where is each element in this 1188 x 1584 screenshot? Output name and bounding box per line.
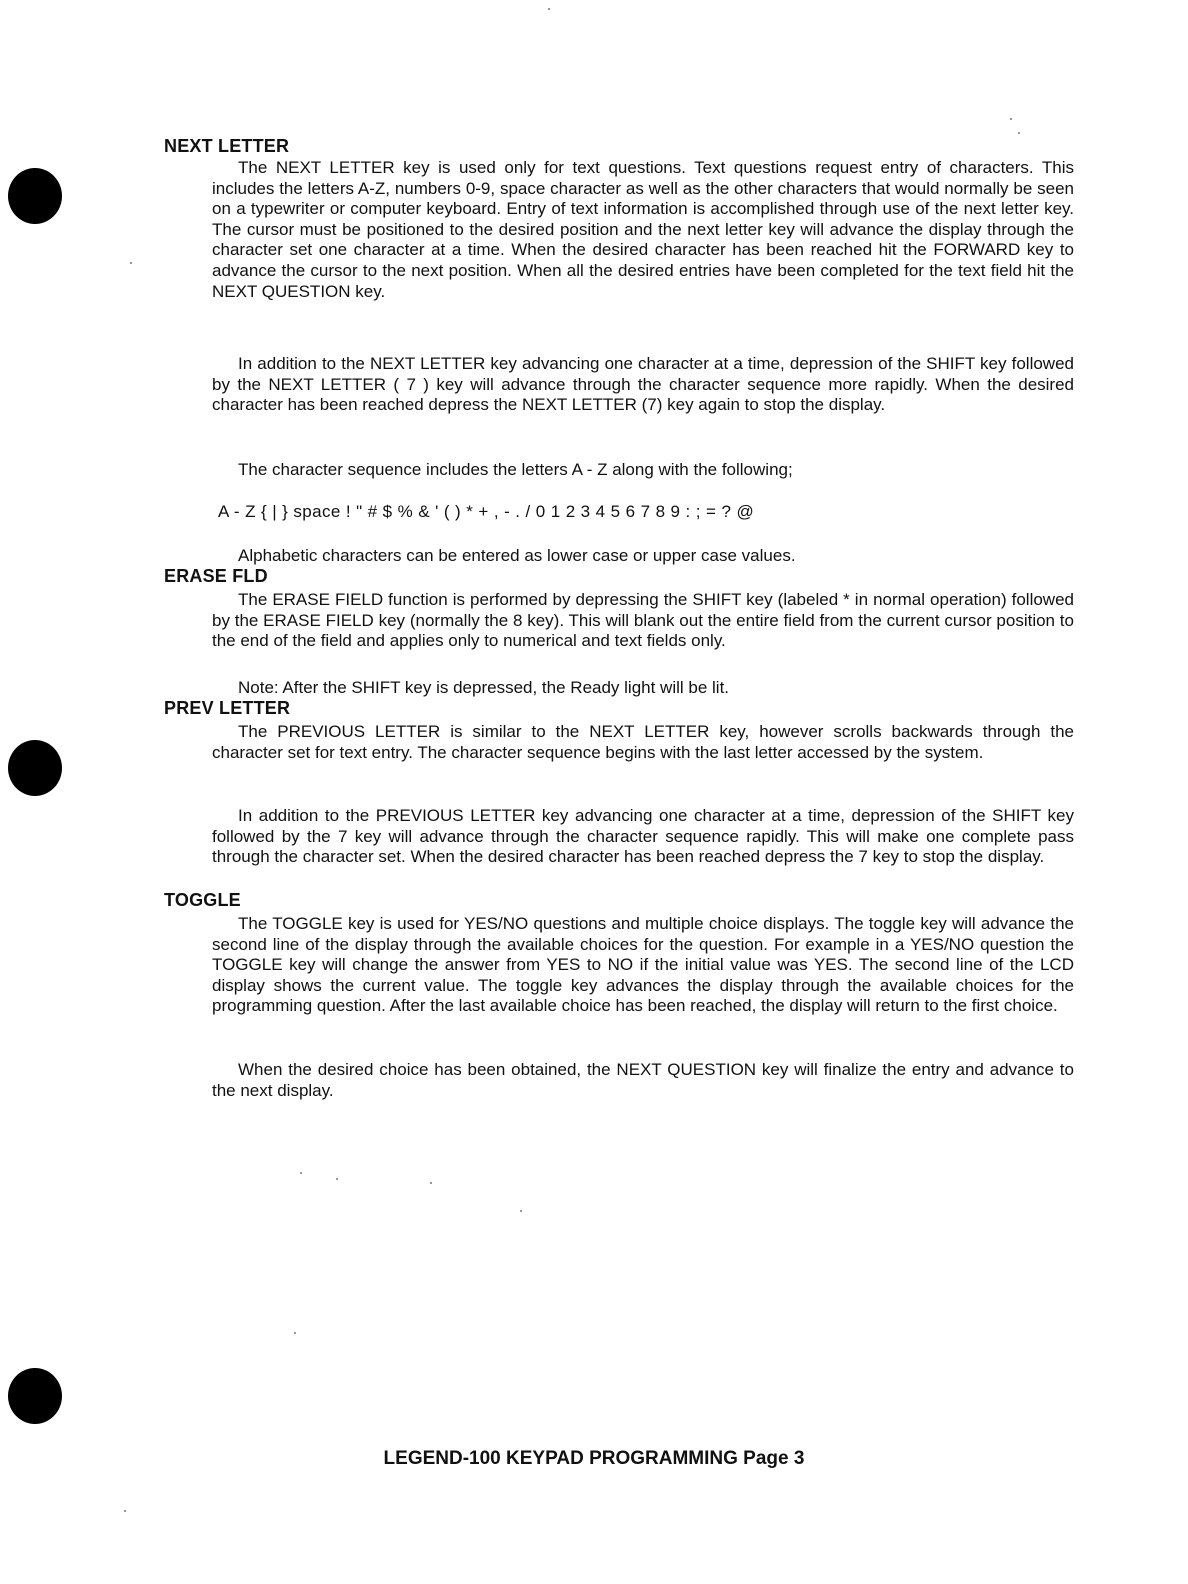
scan-speck [336,1178,338,1180]
section-heading-erase-fld: ERASE FLD [164,566,268,586]
scan-speck [548,8,550,10]
scan-speck [1018,132,1020,134]
next-letter-paragraph-1: The NEXT LETTER key is used only for text questions. Text questions request entry of characters. This includes the letters A-Z, numbers 0-9, space character as well as the other characters that would normally be seen on a typewriter or computer keyboard. Entry of text information is accomplished through use of the next letter key. The cursor must be positioned to the desired position and the next letter key will advance the display through the character set one character at a time. When the desired character has been reached hit the FORWARD key to advance the cursor to the next position. When all the desired entries have been completed for the text field hit the NEXT QUESTION key. [212,158,1074,301]
punch-hole-middle [8,740,62,796]
scan-speck [520,1210,522,1212]
erase-fld-paragraph-1: The ERASE FIELD function is performed by depressing the SHIFT key (labeled * in normal operation) followed by the ERASE FIELD key (normally the 8 key). This will blank out the entire field from the current cursor position to the end of the field and applies only to numerical and text fields only. [212,590,1074,651]
scan-speck [1010,118,1012,120]
next-letter-paragraph-5: Alphabetic characters can be entered as lower case or upper case values. [238,546,796,565]
prev-letter-paragraph-2: In addition to the PREVIOUS LETTER key advancing one character at a time, depression of the SHIFT key followed by the 7 key will advance through the character sequence rapidly. This will make one complete pass through the character set. When the desired character has been reached depress the 7 key to stop the display. [212,806,1074,867]
next-letter-paragraph-3: The character sequence includes the letters A - Z along with the following; [238,460,793,479]
section-heading-toggle: TOGGLE [164,890,241,910]
section-heading-next-letter: NEXT LETTER [164,136,290,156]
scan-speck [124,1510,126,1512]
punch-hole-bottom [8,1368,62,1424]
prev-letter-paragraph-1: The PREVIOUS LETTER is similar to the NEXT LETTER key, however scrolls backwards through the character set for text entry. The character sequence begins with the last letter accessed by the system. [212,722,1074,762]
toggle-paragraph-1: The TOGGLE key is used for YES/NO questions and multiple choice displays. The toggle key will advance the second line of the display through the available choices for the question. For example in a YES/NO question the TOGGLE key will change the answer from YES to NO if the initial value was YES. The second line of the LCD display shows the current value. The toggle key advances the display through the available choices for the programming question. After the last available choice has been reached, the display will return to the first choice. [212,914,1074,1016]
punch-hole-top [8,168,62,224]
next-letter-paragraph-2: In addition to the NEXT LETTER key advancing one character at a time, depression of the SHIFT key followed by the NEXT LETTER ( 7 ) key will advance through the character sequence more rapidly. When the desired character has been reached depress the NEXT LETTER (7) key again to stop the display. [212,354,1074,415]
scan-speck [130,262,132,264]
scan-speck [300,1172,302,1174]
section-heading-prev-letter: PREV LETTER [164,698,291,718]
scan-speck [294,1332,296,1334]
character-sequence-line: A - Z { | } space ! " # $ % & ' ( ) * + , - . / 0 1 2 3 4 5 6 7 8 9 : ; = ? @ [218,502,755,521]
erase-fld-note: Note: After the SHIFT key is depressed, the Ready light will be lit. [238,678,730,697]
scan-speck [430,1182,432,1184]
toggle-paragraph-2: When the desired choice has been obtained, the NEXT QUESTION key will finalize the entry and advance to the next display. [212,1060,1074,1100]
page-footer: LEGEND-100 KEYPAD PROGRAMMING Page 3 [383,1448,805,1469]
